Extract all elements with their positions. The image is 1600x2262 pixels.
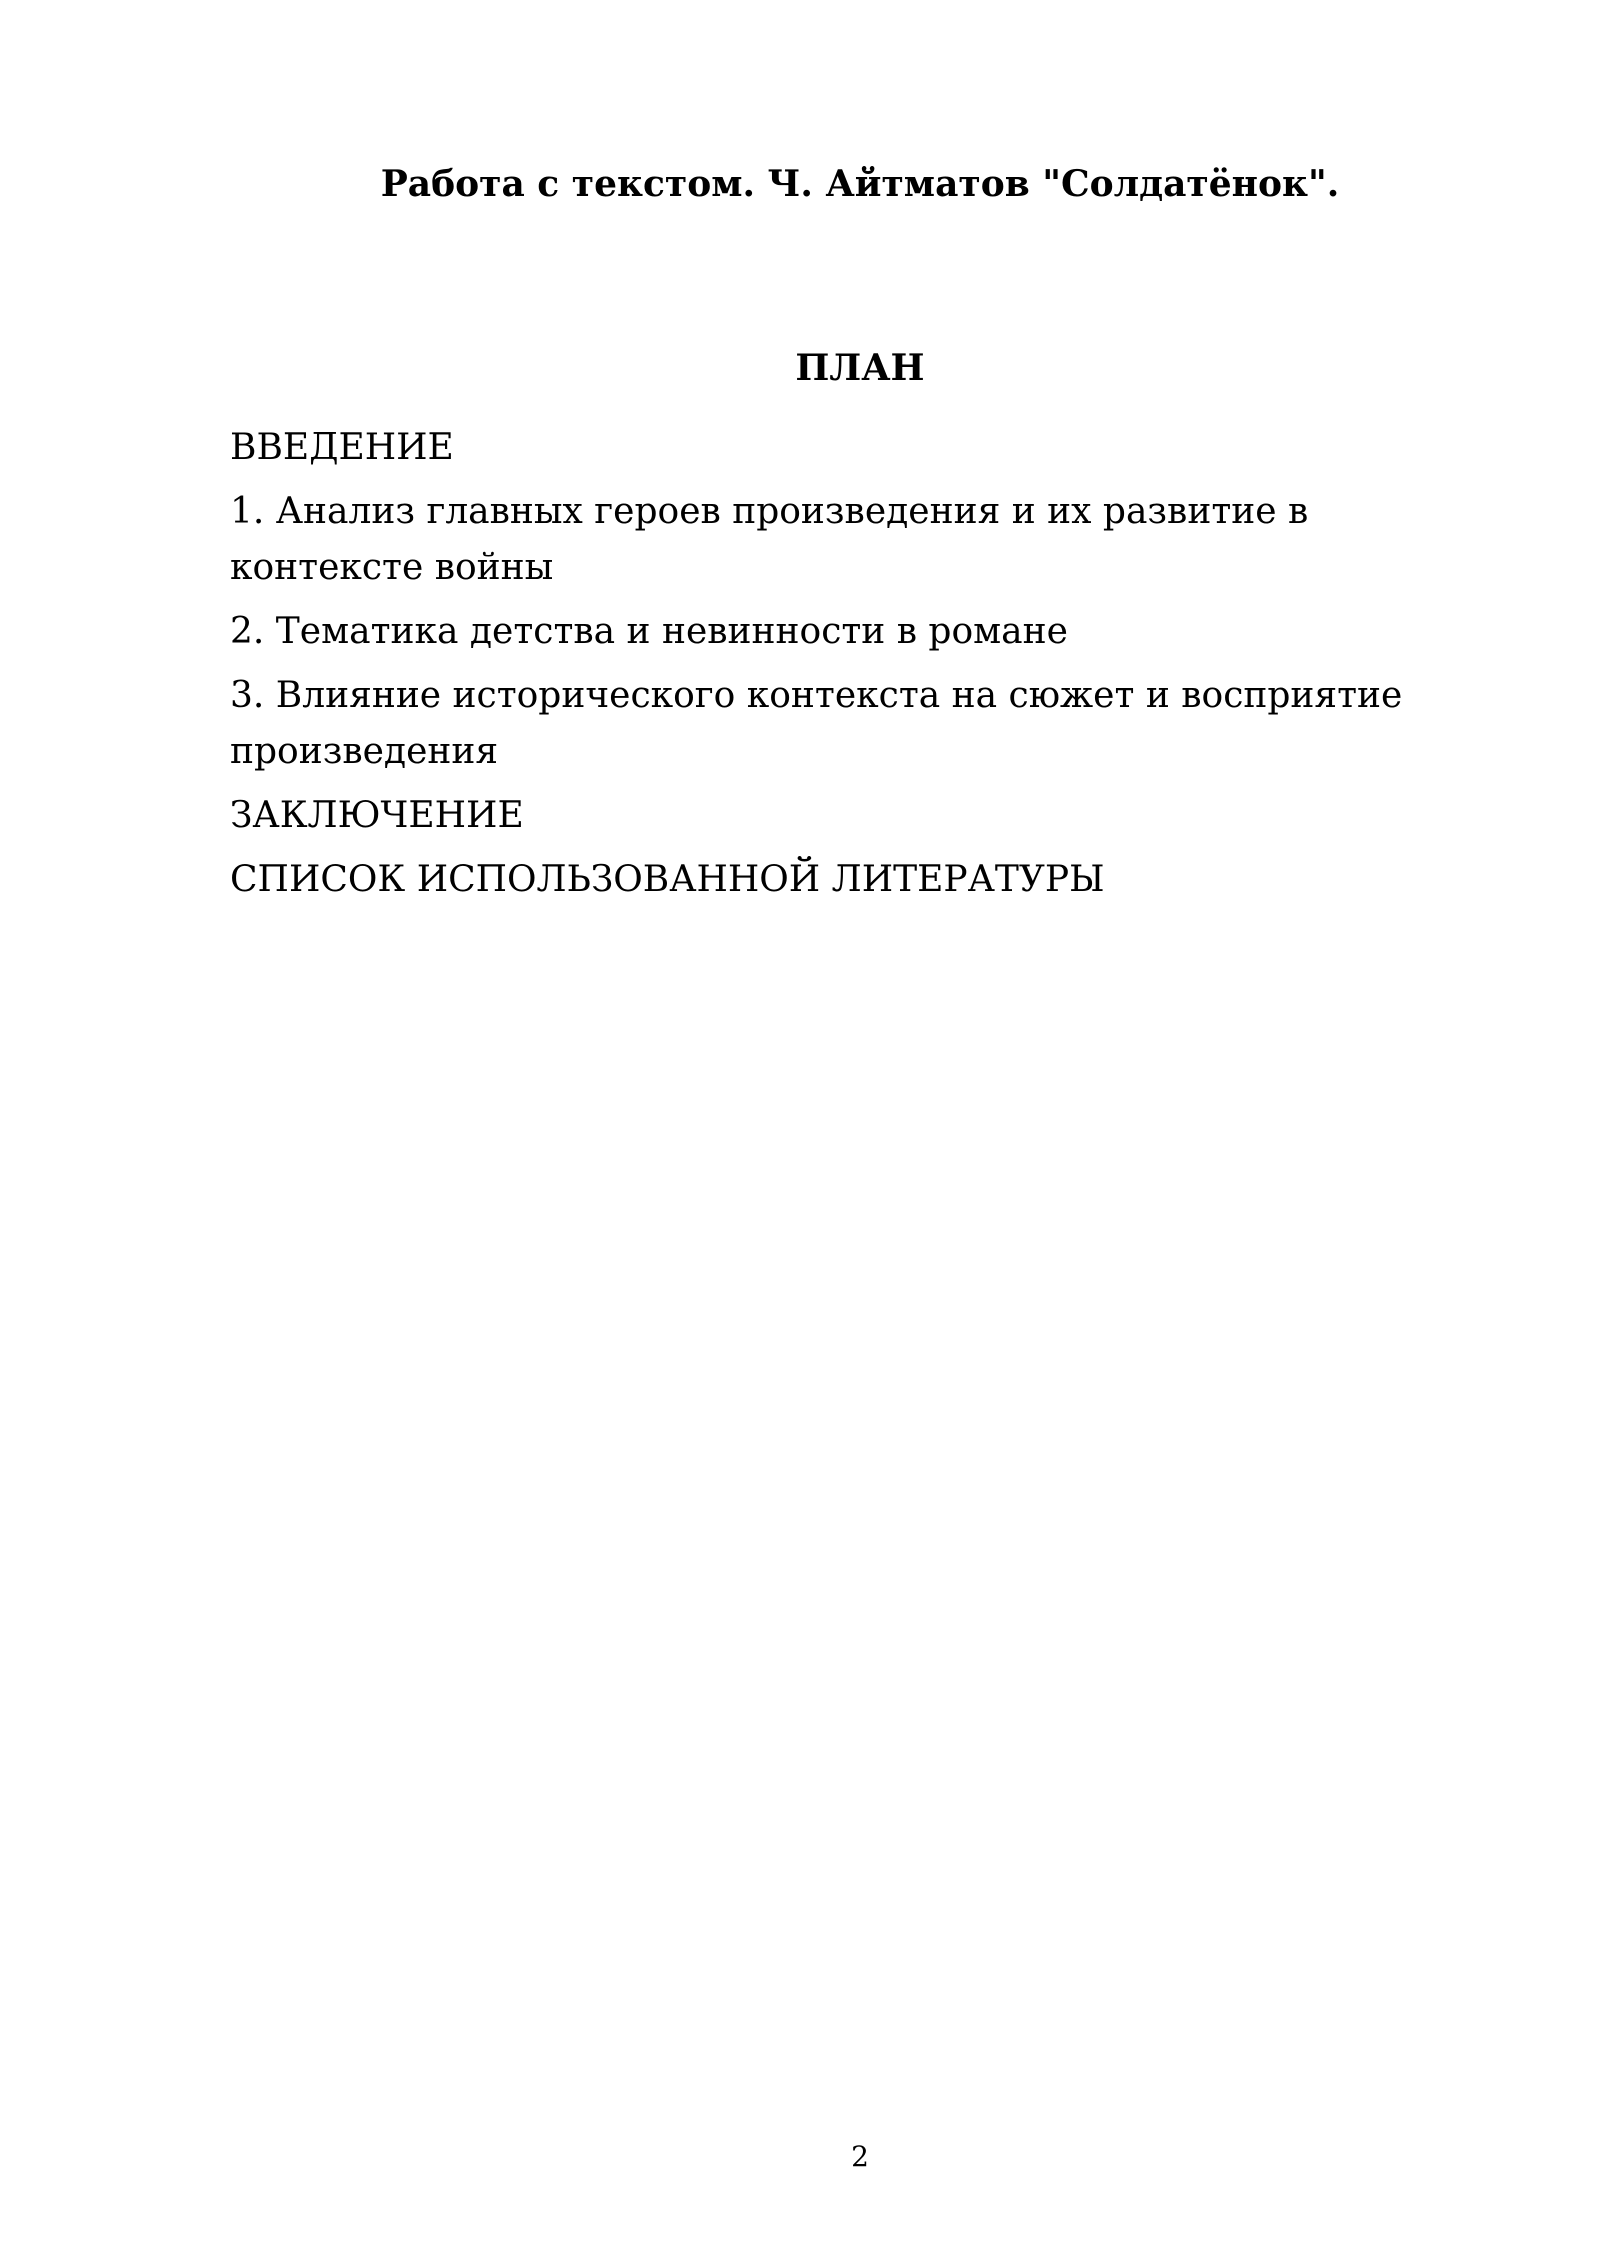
toc-item-chapter-3: 3. Влияние исторического контекста на сюжет и восприятие произведения xyxy=(230,675,1403,772)
table-of-contents xyxy=(230,420,1490,916)
toc-item-conclusion: ЗАКЛЮЧЕНИЕ xyxy=(230,795,524,836)
toc-item-chapter-1: 1. Анализ главных героев произведения и их развитие в контексте войны xyxy=(230,491,1309,588)
page-number: 2 xyxy=(851,2140,869,2173)
document-title: Работа с текстом. Ч. Айтматов "Солдатёнок". xyxy=(380,163,1340,205)
toc-item-introduction: ВВЕДЕНИЕ xyxy=(230,427,454,468)
toc-item-bibliography: СПИСОК ИСПОЛЬЗОВАННОЙ ЛИТЕРАТУРЫ xyxy=(230,859,1105,900)
toc-item-chapter-2: 2. Тематика детства и невинности в романе xyxy=(230,611,1068,652)
plan-heading: ПЛАН xyxy=(795,347,925,389)
